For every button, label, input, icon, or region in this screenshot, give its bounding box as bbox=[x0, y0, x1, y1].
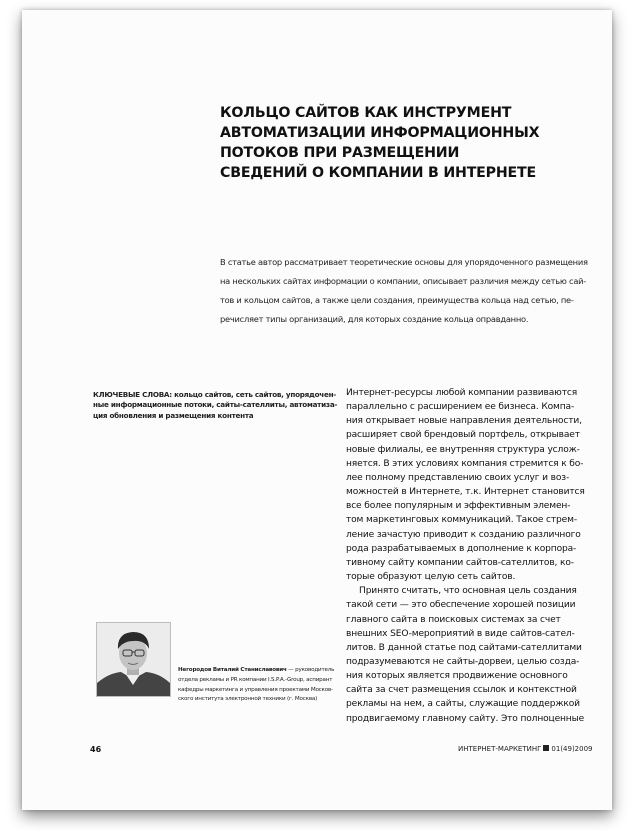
author-bio-line: кафедры маркетинга и управления проектами Москов- bbox=[178, 686, 333, 693]
author-name: Негородов Виталий Станиславович bbox=[178, 667, 287, 673]
abstract-line: В статье автор рассматривает теоретические основы для упорядоченного размещения bbox=[220, 257, 588, 267]
author-bio bbox=[178, 666, 353, 705]
body-line: торые образуют целую сеть сайтов. bbox=[346, 572, 516, 583]
abstract-line: речисляет типы организаций, для которых создание кольца оправданно. bbox=[220, 314, 529, 324]
author-bio-line: ского института электронной техники (г. Москва) bbox=[178, 696, 318, 703]
body-line: можностей в Интернете, т.к. Интернет становится bbox=[346, 487, 585, 498]
journal-name: ИНТЕРНЕТ-МАРКЕТИНГ bbox=[458, 745, 542, 753]
magazine-page bbox=[22, 10, 612, 810]
body-line: рекламы на нем, а сайты, служащие поддержкой bbox=[346, 699, 580, 710]
keywords-line: ция обновления и размещения контента bbox=[93, 410, 254, 420]
body-line: Интернет-ресурсы любой компании развиваются bbox=[346, 388, 578, 398]
body-line: тивному сайту компании сайтов-сателлитов, ко- bbox=[346, 557, 574, 568]
author-bio-line: отдела рекламы и PR компании I.S.P.A.-Group, аспирант bbox=[178, 676, 333, 683]
abstract-line: на нескольких сайтах информации о компании, описывает различия между сетью сай- bbox=[220, 276, 587, 286]
article-body bbox=[346, 386, 606, 726]
keywords-line: КЛЮЧЕВЫЕ СЛОВА: кольцо сайтов, сеть сайтов, упорядочен- bbox=[93, 390, 337, 399]
body-line: параллельно с расширением ее бизнеса. Компа- bbox=[346, 402, 575, 413]
body-line: няется. В этих условиях компания стремится к бо- bbox=[346, 458, 584, 469]
body-line: ление зачастую приводит к созданию различного bbox=[346, 529, 581, 540]
body-line: рода разрабатываемых в дополнение к корпора- bbox=[346, 543, 577, 554]
page-number: 46 bbox=[90, 745, 102, 754]
body-line: лее полному представлению своих услуг и воз- bbox=[346, 472, 570, 483]
abstract-line: тов и кольцом сайтов, а также цели создания, преимущества кольца над сетью, пе- bbox=[220, 295, 574, 305]
square-separator-icon bbox=[543, 745, 549, 751]
keywords-block bbox=[93, 390, 353, 421]
body-line: главного сайта в поисковых системах за счет bbox=[346, 614, 561, 625]
body-line: продвигаемому главному сайту. Это полноценные bbox=[346, 713, 585, 724]
author-portrait-icon bbox=[97, 623, 170, 696]
body-line: внешних SEO-мероприятий в виде сайтов-сател- bbox=[346, 628, 575, 639]
body-line: новые филиалы, ее внутренняя структура услож- bbox=[346, 444, 580, 455]
body-line: ния которых является продвижение основного bbox=[346, 671, 568, 682]
keywords-line: ные информационные потоки, сайты-сателлиты, автоматиза- bbox=[93, 400, 338, 410]
body-line: том маркетинговых коммуникаций. Такое стрем- bbox=[346, 515, 577, 526]
journal-footer bbox=[458, 745, 593, 753]
body-line: подразумеваются не сайты-дорвеи, целью созда- bbox=[346, 656, 580, 667]
body-line: ния открывает новые направления деятельности, bbox=[346, 416, 582, 427]
author-photo bbox=[96, 622, 171, 697]
article-title: КОЛЬЦО САЙТОВ КАК ИНСТРУМЕНТ АВТОМАТИЗАЦИИ ИНФОРМАЦИОННЫХ ПОТОКОВ ПРИ РАЗМЕЩЕНИИ СВЕДЕНИЙ О КОМПАНИИ В ИНТЕРНЕТЕ bbox=[220, 105, 540, 181]
article-abstract bbox=[220, 253, 608, 329]
body-line: такой сети — это обеспечение хорошей позиции bbox=[346, 600, 576, 611]
body-line: сайта за счет размещения ссылок и контекстной bbox=[346, 685, 577, 696]
author-bio-first: — руководитель bbox=[286, 667, 335, 673]
body-line: Принято считать, что основная цель создания bbox=[359, 586, 577, 597]
body-line: все более популярным и эффективным элемен- bbox=[346, 501, 571, 512]
journal-issue: 01(49)2009 bbox=[551, 745, 593, 753]
body-line: литов. В данной статье под сайтами-сателлитами bbox=[346, 642, 582, 653]
body-line: расширяет свой брендовый портфель, открывает bbox=[346, 430, 580, 441]
